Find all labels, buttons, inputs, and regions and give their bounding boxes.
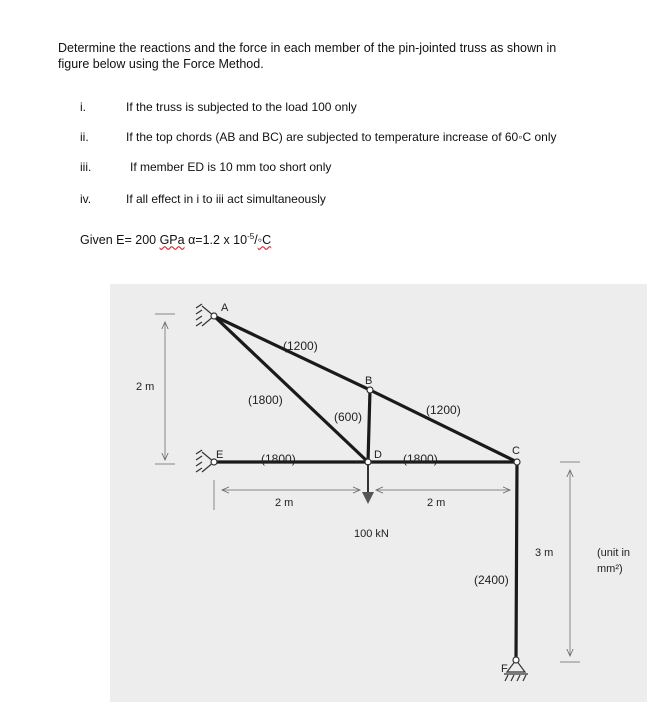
item-text-2: If the top chords (AB and BC) are subjected to temperature increase of 60◦C only (126, 130, 557, 144)
unit-note-line2: mm²) (597, 563, 623, 575)
area-ad: (1800) (248, 393, 283, 407)
item-number-2: ii. (80, 130, 89, 144)
truss-diagram (110, 284, 647, 702)
item-text-4: If all effect in i to iii act simultaneously (126, 192, 326, 206)
label-c: C (512, 445, 520, 457)
problem-statement: Determine the reactions and the force in each member of the pin-jointed truss as shown in figure below using the Force Method. (58, 41, 557, 71)
joint-f (513, 657, 519, 663)
item-text-1: If the truss is subjected to the load 100 only (126, 100, 357, 114)
load-label: 100 kN (354, 528, 389, 540)
member-bc (370, 390, 517, 462)
label-f: F (501, 663, 508, 675)
label-e: E (216, 449, 224, 461)
label-d: D (374, 449, 382, 461)
member-bd (368, 390, 370, 462)
dim-left-height-label: 2 m (136, 381, 155, 393)
label-a: A (221, 302, 229, 314)
given-constants (80, 232, 271, 247)
area-ab: (1200) (283, 339, 318, 353)
dim-span-1-label: 2 m (275, 497, 294, 509)
member-cf (516, 462, 517, 660)
given-exponent: -5 (247, 232, 255, 241)
area-cf: (2400) (474, 573, 509, 587)
dim-right-height-label: 3 m (535, 547, 554, 559)
area-bc: (1200) (426, 403, 461, 417)
unit-note-line1: (unit in (597, 547, 631, 559)
item-number-3: iii. (80, 160, 92, 174)
label-b: B (365, 375, 373, 387)
given-degree: ◦C (257, 233, 272, 248)
member-ad (214, 316, 368, 462)
given-unit: GPa (159, 233, 185, 248)
item-number-1: i. (80, 100, 86, 114)
given-per: / (254, 233, 258, 248)
joint-a (211, 313, 217, 319)
area-ed: (1800) (261, 452, 296, 466)
member-ab (214, 316, 373, 390)
joint-b (367, 387, 373, 393)
item-text-3: If member ED is 10 mm too short only (130, 160, 332, 174)
given-alpha: α=1.2 x 10 (184, 233, 248, 248)
dim-span-2-label: 2 m (427, 497, 446, 509)
item-number-4: iv. (80, 192, 92, 206)
given-prefix: Given E= 200 (80, 233, 160, 248)
area-bd: (600) (334, 410, 363, 424)
joint-c (514, 459, 520, 465)
area-dc: (1800) (403, 452, 438, 466)
truss-figure (110, 284, 647, 702)
